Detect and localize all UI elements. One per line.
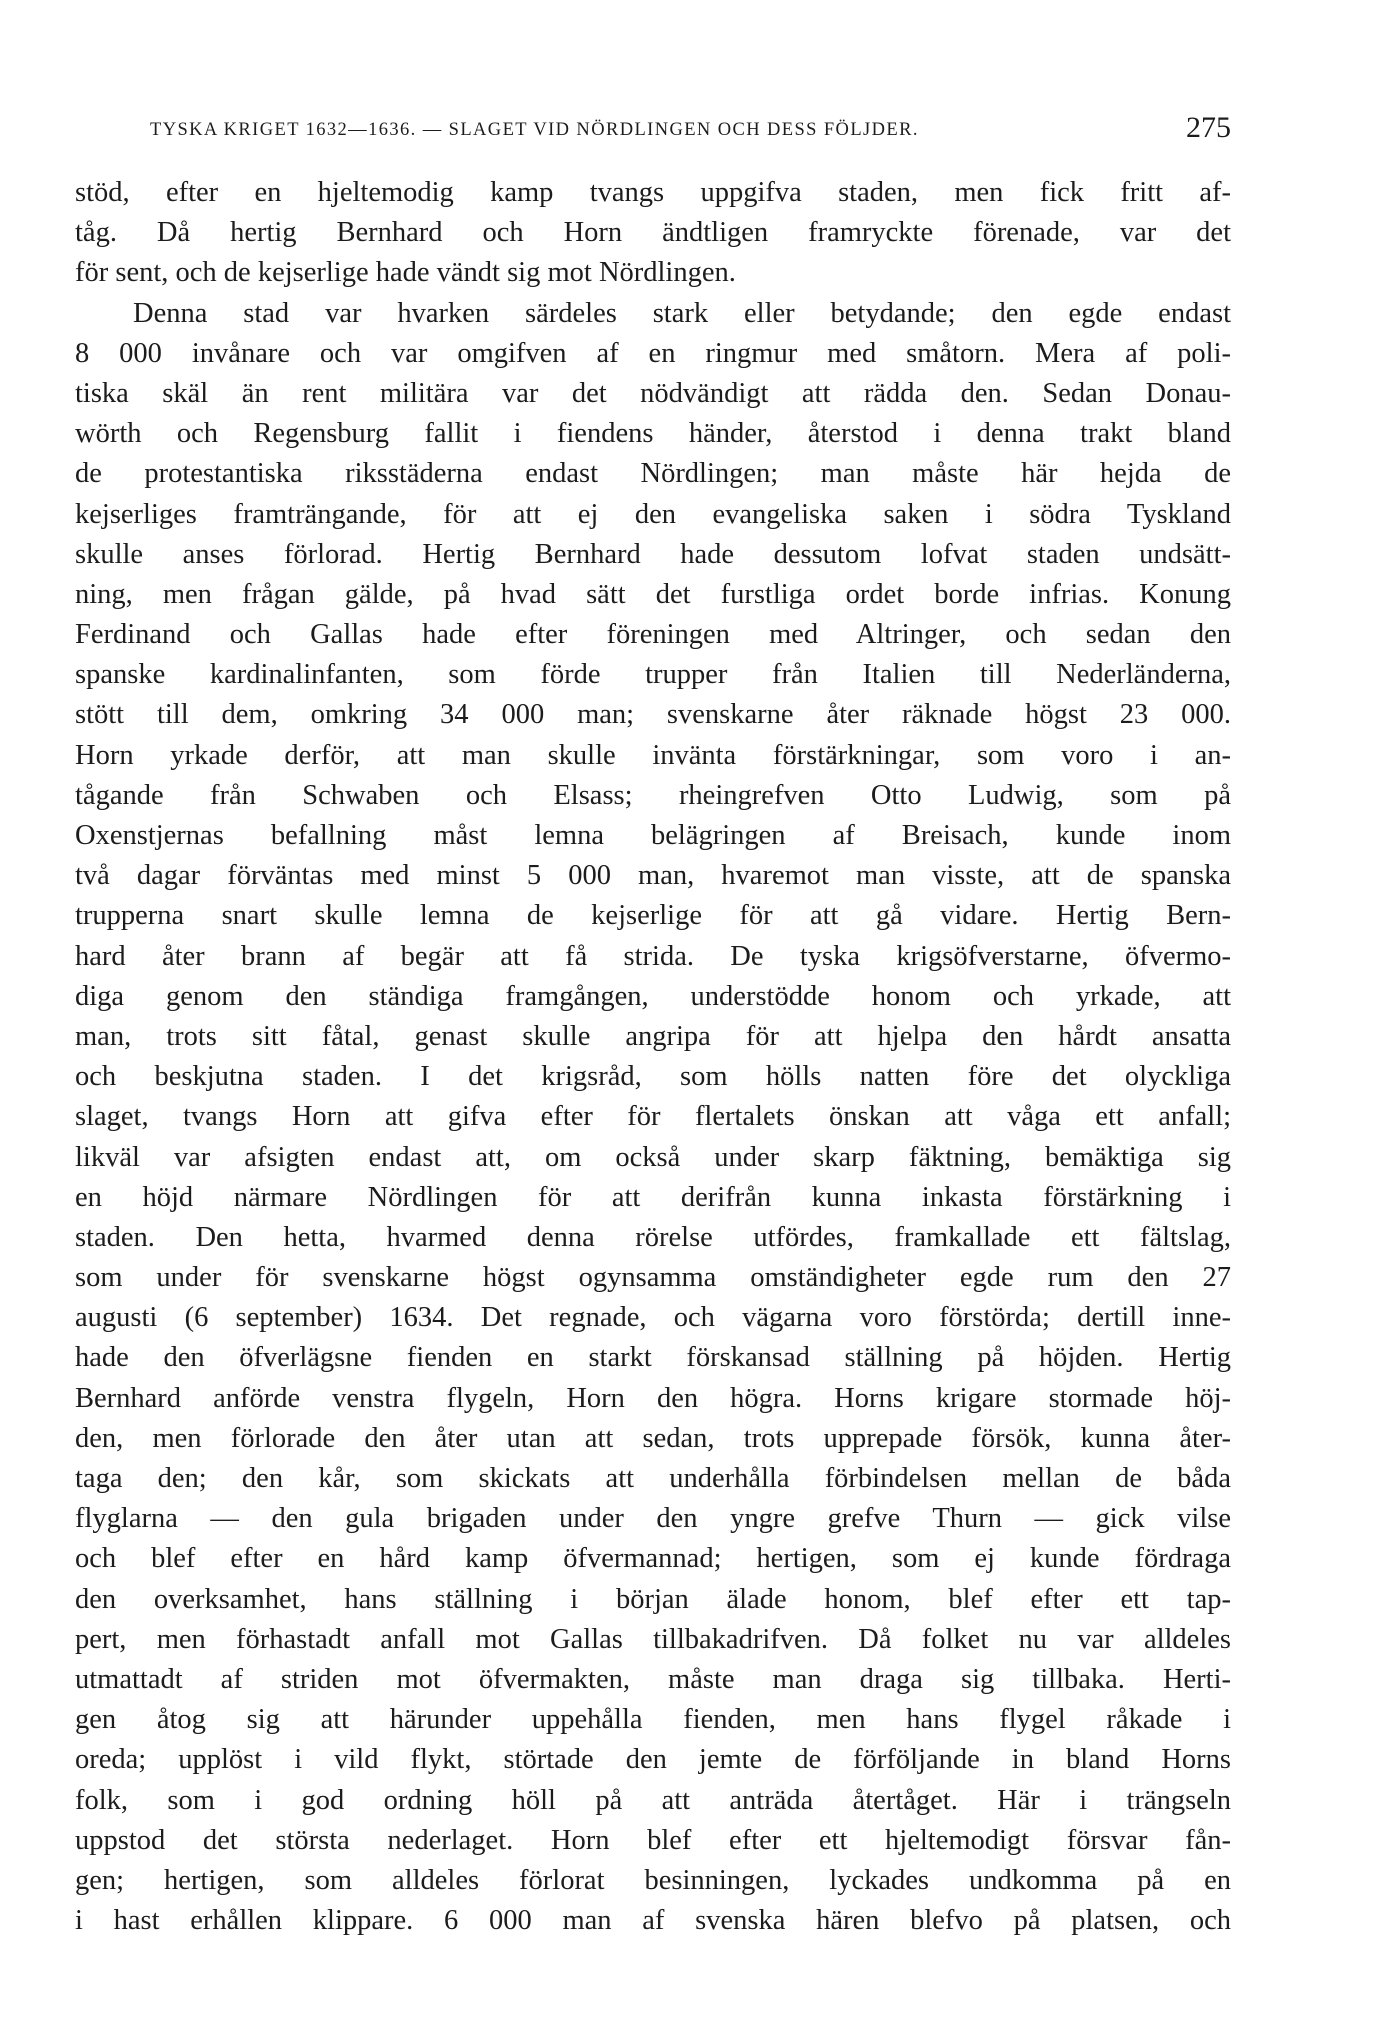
text-line: som under för svenskarne högst ogynsamma omständigheter egde rum den 27: [75, 1262, 1231, 1294]
text-line: wörth och Regensburg fallit i fiendens händer, återstod i denna trakt bland: [75, 418, 1231, 450]
text-line: gen åtog sig att härunder uppehålla fienden, men hans flygel råkade i: [75, 1704, 1231, 1736]
text-line: Denna stad var hvarken särdeles stark eller betydande; den egde endast: [133, 297, 1231, 329]
text-line: gen; hertigen, som alldeles förlorat besinningen, lyckades undkomma på en: [75, 1864, 1231, 1896]
text-line: taga den; den kår, som skickats att underhålla förbindelsen mellan de båda: [75, 1463, 1231, 1494]
text-line: 8 000 invånare och var omgifven af en ringmur med småtorn. Mera af poli-: [75, 337, 1231, 369]
text-line: trupperna snart skulle lemna de kejserlige för att gå vidare. Hertig Bern-: [75, 900, 1231, 932]
running-head: [75, 113, 1231, 147]
text-line: diga genom den ständiga framgången, understödde honom och yrkade, att: [75, 980, 1231, 1012]
text-line: en höjd närmare Nördlingen för att derifrån kunna inkasta förstärkning i: [75, 1181, 1231, 1213]
text-line: utmattadt af striden mot öfvermakten, måste man draga sig tillbaka. Herti-: [75, 1663, 1231, 1695]
text-line: ning, men frågan gälde, på hvad sätt det furstliga ordet borde infrias. Konung: [75, 578, 1231, 610]
text-line: hade den öfverlägsne fienden en starkt förskansad ställning på höjden. Hertig: [75, 1342, 1231, 1374]
text-line: kejserliges framträngande, för att ej den evangeliska saken i södra Tyskland: [75, 498, 1231, 530]
text-line: i hast erhållen klippare. 6 000 man af svenska hären blefvo på platsen, och: [75, 1905, 1231, 1937]
text-line: de protestantiska riksstäderna endast Nördlingen; man måste här hejda de: [75, 458, 1231, 490]
text-line: oreda; upplöst i vild flykt, störtade den jemte de förföljande in bland Horns: [75, 1744, 1231, 1776]
text-line: augusti (6 september) 1634. Det regnade, och vägarna voro förstörda; dertill inne-: [75, 1302, 1231, 1334]
text-line: Bernhard anförde venstra flygeln, Horn den högra. Horns krigare stormade höj-: [75, 1382, 1231, 1414]
text-line: spanske kardinalinfanten, som förde trupper från Italien till Nederländerna,: [75, 659, 1231, 691]
text-line: tåg. Då hertig Bernhard och Horn ändtligen framryckte förenade, var det: [75, 217, 1231, 249]
book-page: [75, 113, 1231, 1993]
text-line: Ferdinand och Gallas hade efter föreningen med Altringer, och sedan den: [75, 619, 1231, 651]
text-line: Horn yrkade derför, att man skulle invänta förstärkningar, som voro i an-: [75, 739, 1231, 771]
text-line: två dagar förväntas med minst 5 000 man, hvaremot man visste, att de spanska: [75, 860, 1231, 892]
text-line: tiska skäl än rent militära var det nödvändigt att rädda den. Sedan Donau-: [75, 377, 1231, 409]
text-line: skulle anses förlorad. Hertig Bernhard hade dessutom lofvat staden undsätt-: [75, 538, 1231, 570]
text-line: den, men förlorade den åter utan att sedan, trots upprepade försök, kunna åter-: [75, 1422, 1231, 1454]
running-head-title: TYSKA KRIGET 1632—1636. — SLAGET VID NÖRDLINGEN OCH DESS FÖLJDER.: [150, 120, 919, 140]
text-line: uppstod det största nederlaget. Horn blef efter ett hjeltemodigt försvar fån-: [75, 1824, 1231, 1856]
text-line: tågande från Schwaben och Elsass; rheingrefven Otto Ludwig, som på: [75, 779, 1231, 811]
text-line: stött till dem, omkring 34 000 man; svenskarne åter räknade högst 23 000.: [75, 699, 1231, 731]
text-line: stöd, efter en hjeltemodig kamp tvangs uppgifva staden, men fick fritt af-: [75, 177, 1231, 208]
text-line: man, trots sitt fåtal, genast skulle angripa för att hjelpa den hårdt ansatta: [75, 1020, 1231, 1052]
text-line: hard åter brann af begär att få strida. De tyska krigsöfverstarne, öfvermo-: [75, 940, 1231, 972]
text-line: pert, men förhastadt anfall mot Gallas tillbakadrifven. Då folket nu var alldeles: [75, 1623, 1231, 1655]
text-line: Oxenstjernas befallning måst lemna belägringen af Breisach, kunde inom: [75, 820, 1231, 851]
body-text: [75, 173, 1231, 1941]
text-line: och beskjutna staden. I det krigsråd, som hölls natten före det olyckliga: [75, 1061, 1231, 1093]
text-line: och blef efter en hård kamp öfvermannad; hertigen, som ej kunde fördraga: [75, 1543, 1231, 1575]
text-line: likväl var afsigten endast att, om också under skarp fäktning, bemäktiga sig: [75, 1141, 1231, 1173]
text-line: folk, som i god ordning höll på att anträda återtåget. Här i trängseln: [75, 1784, 1231, 1816]
text-line: slaget, tvangs Horn att gifva efter för flertalets önskan att våga ett anfall;: [75, 1101, 1231, 1133]
text-line: den overksamhet, hans ställning i början älade honom, blef efter ett tap-: [75, 1583, 1231, 1615]
page-number: 275: [1186, 111, 1231, 144]
text-line: flyglarna — den gula brigaden under den yngre grefve Thurn — gick vilse: [75, 1503, 1231, 1535]
text-line: staden. Den hetta, hvarmed denna rörelse utfördes, framkallade ett fältslag,: [75, 1221, 1231, 1253]
text-line: för sent, och de kejserlige hade vändt sig mot Nördlingen.: [75, 257, 736, 289]
